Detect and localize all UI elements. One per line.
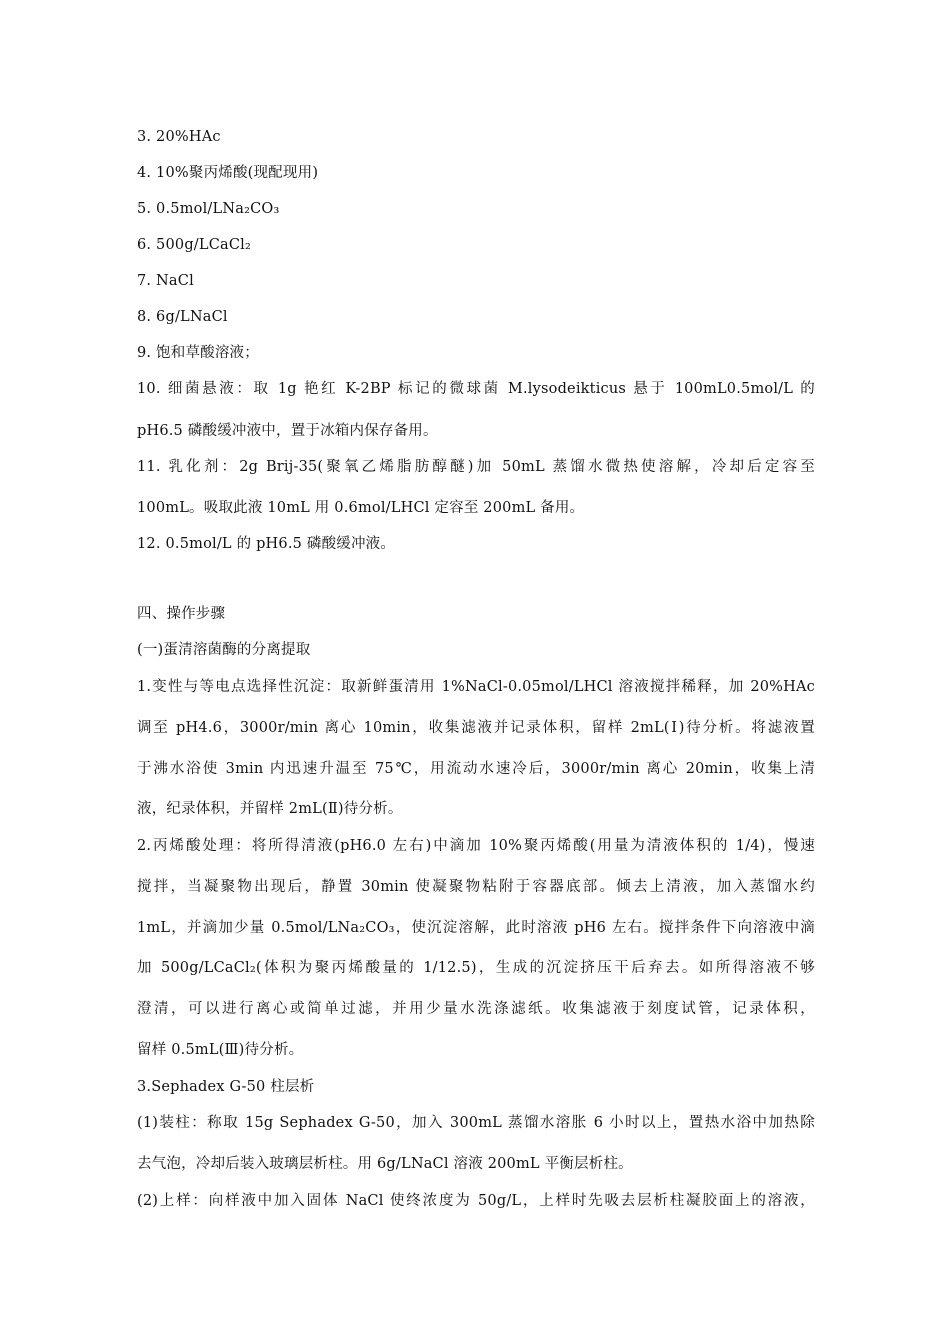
reagent-item-10: 10. 细菌悬液：取 1g 艳红 K-2BP 标记的微球菌 M.lysodeikticus 悬于 100mL0.5mol/L 的 [137,381,815,397]
step-1-line-2: 调至 pH4.6，3000r/min 离心 10min，收集滤液并记录体积，留样 2mL(Ⅰ)待分析。将滤液置 [137,720,815,736]
step-2-line-3: 1mL，并滴加少量 0.5mol/LNa₂CO₃，使沉淀溶解，此时溶液 pH6 左右。搅拌条件下向溶液中滴 [137,920,815,936]
section-heading: 四、操作步骤 [137,606,226,622]
subsection-heading: (一)蛋清溶菌酶的分离提取 [137,642,311,658]
reagent-item-11: 11. 乳化剂：2g Brij-35(聚氧乙烯脂肪醇醚)加 50mL 蒸馏水微热使溶解，冷却后定容至 [137,459,815,475]
reagent-item-8: 8. 6g/LNaCl [137,309,228,325]
step-3-1-line-1: (1)装柱：称取 15g Sephadex G-50，加入 300mL 蒸馏水溶胀 6 小时以上，置热水浴中加热除 [137,1115,815,1131]
reagent-item-7: 7. NaCl [137,273,194,289]
step-2-line-1: 2.丙烯酸处理：将所得清液(pH6.0 左右)中滴加 10%聚丙烯酸(用量为清液体积的 1/4)，慢速 [137,838,815,854]
step-3-2-line-1: (2)上样：向样液中加入固体 NaCl 使终浓度为 50g/L，上样时先吸去层析柱凝胶面上的溶液， [137,1193,815,1209]
reagent-item-3: 3. 20%HAc [137,129,221,145]
reagent-item-10-cont: pH6.5 磷酸缓冲液中，置于冰箱内保存备用。 [137,423,438,439]
step-1-line-4: 液，纪录体积，并留样 2mL(Ⅱ)待分析。 [137,801,403,817]
step-3-1-line-2: 去气泡，冷却后装入玻璃层析柱。用 6g/LNaCl 溶液 200mL 平衡层析柱。 [137,1156,633,1172]
reagent-item-11-cont: 100mL。吸取此液 10mL 用 0.6mol/LHCl 定容至 200mL 备用。 [137,500,585,516]
step-2-line-6: 留样 0.5mL(Ⅲ)待分析。 [137,1042,304,1058]
reagent-item-12: 12. 0.5mol/L 的 pH6.5 磷酸缓冲液。 [137,536,396,552]
reagent-item-4: 4. 10%聚丙烯酸(现配现用) [137,165,319,181]
step-2-line-4: 加 500g/LCaCl₂(体积为聚丙烯酸量的 1/12.5)，生成的沉淀挤压干后弃去。如所得溶液不够 [137,960,815,976]
reagent-item-6: 6. 500g/LCaCl₂ [137,237,251,253]
step-3-heading: 3.Sephadex G-50 柱层析 [137,1079,315,1095]
step-2-line-5: 澄清，可以进行离心或简单过滤，并用少量水洗涤滤纸。收集滤液于刻度试管，记录体积， [137,1001,815,1017]
reagent-item-9: 9. 饱和草酸溶液； [137,345,259,361]
step-1-line-3: 于沸水浴使 3min 内迅速升温至 75℃，用流动水速冷后，3000r/min 离心 20min，收集上清 [137,761,815,777]
step-2-line-2: 搅拌，当凝聚物出现后，静置 30min 使凝聚物粘附于容器底部。倾去上清液，加入蒸馏水约 [137,879,815,895]
reagent-item-5: 5. 0.5mol/LNa₂CO₃ [137,201,280,217]
step-1-line-1: 1.变性与等电点选择性沉淀：取新鲜蛋清用 1%NaCl-0.05mol/LHCl 溶液搅拌稀释，加 20%HAc [137,679,815,695]
